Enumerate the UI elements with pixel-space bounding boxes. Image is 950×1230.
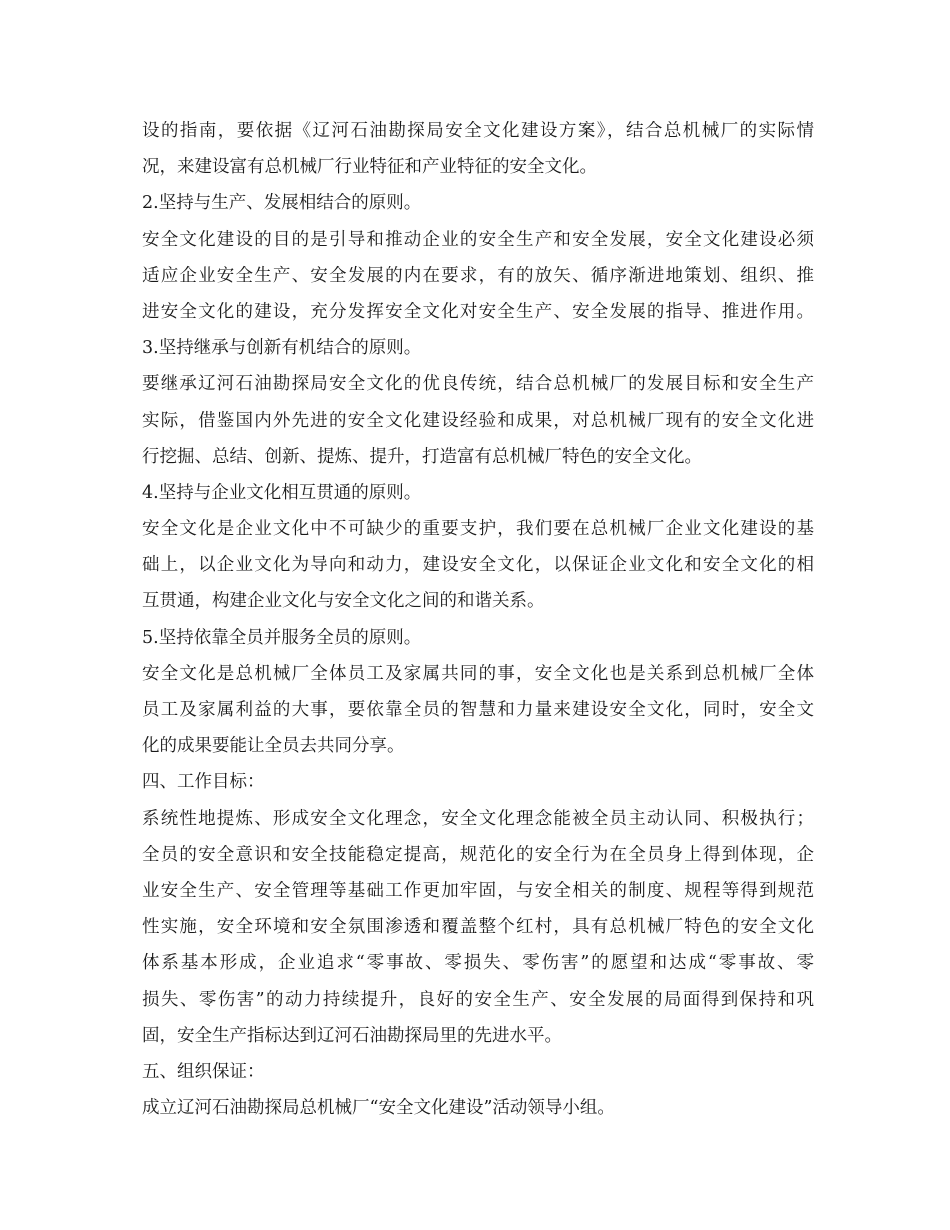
text-line: 性实施，安全环境和安全氛围渗透和覆盖整个红村，具有总机械厂特色的安全文化 (142, 917, 814, 938)
text-line: 固，安全生产指标达到辽河石油勘探局里的先进水平。 (142, 1025, 562, 1046)
text-line: 系统性地提炼、形成安全文化理念，安全文化理念能被全员主动认同、积极执行； (142, 808, 814, 829)
text-line: 适应企业安全生产、安全发展的内在要求，有的放矢、循序渐进地策划、组织、推 (142, 265, 814, 286)
text-line: 础上，以企业文化为导向和动力，建设安全文化，以保证企业文化和安全文化的相 (142, 555, 814, 576)
text-line: 设的指南，要依据《辽河石油勘探局安全文化建设方案》，结合总机械厂的实际情 (142, 121, 814, 141)
text-line: 安全文化是总机械厂全体员工及家属共同的事，安全文化也是关系到总机械厂全体 (142, 663, 814, 684)
section-heading: 5.坚持依靠全员并服务全员的原则。 (142, 627, 422, 648)
text-line: 业安全生产、安全管理等基础工作更加牢固，与安全相关的制度、规程等得到规范 (142, 880, 814, 901)
text-line: 行挖掘、总结、创新、提炼、提升，打造富有总机械厂特色的安全文化。 (142, 446, 702, 467)
text-line: 损失、零伤害”的动力持续提升，良好的安全生产、安全发展的局面得到保持和巩 (142, 989, 814, 1010)
document-body (142, 113, 814, 1126)
text-line: 成立辽河石油勘探局总机械厂“安全文化建设”活动领导小组。 (142, 1098, 615, 1119)
section-heading: 3.坚持继承与创新有机结合的原则。 (142, 338, 422, 359)
section-heading: 四、工作目标： (142, 772, 265, 793)
text-line: 员工及家属利益的大事，要依靠全员的智慧和力量来建设安全文化，同时，安全文 (142, 700, 814, 720)
text-line: 体系基本形成，企业追求“零事故、零损失、零伤害”的愿望和达成“零事故、零 (142, 953, 814, 974)
text-line: 全员的安全意识和安全技能稳定提高，规范化的安全行为在全员身上得到体现，企 (142, 844, 814, 865)
text-line: 安全文化建设的目的是引导和推动企业的安全生产和安全发展，安全文化建设必须 (142, 229, 814, 250)
section-heading: 2.坚持与生产、发展相结合的原则。 (142, 193, 422, 214)
text-line: 安全文化是企业文化中不可缺少的重要支护，我们要在总机械厂企业文化建设的基 (142, 519, 814, 540)
text-line: 化的成果要能让全员去共同分享。 (142, 736, 405, 757)
text-line: 互贯通，构建企业文化与安全文化之间的和谐关系。 (142, 591, 545, 612)
text-line: 要继承辽河石油勘探局安全文化的优良传统，结合总机械厂的发展目标和安全生产 (142, 374, 814, 395)
section-heading: 4.坚持与企业文化相互贯通的原则。 (142, 482, 422, 503)
text-line: 况，来建设富有总机械厂行业特征和产业特征的安全文化。 (142, 157, 597, 178)
section-heading: 五、组织保证： (142, 1061, 265, 1082)
text-line: 实际，借鉴国内外先进的安全文化建设经验和成果，对总机械厂现有的安全文化进 (142, 410, 814, 431)
text-line: 进安全文化的建设，充分发挥安全文化对安全生产、安全发展的指导、推进作用。 (142, 301, 814, 322)
